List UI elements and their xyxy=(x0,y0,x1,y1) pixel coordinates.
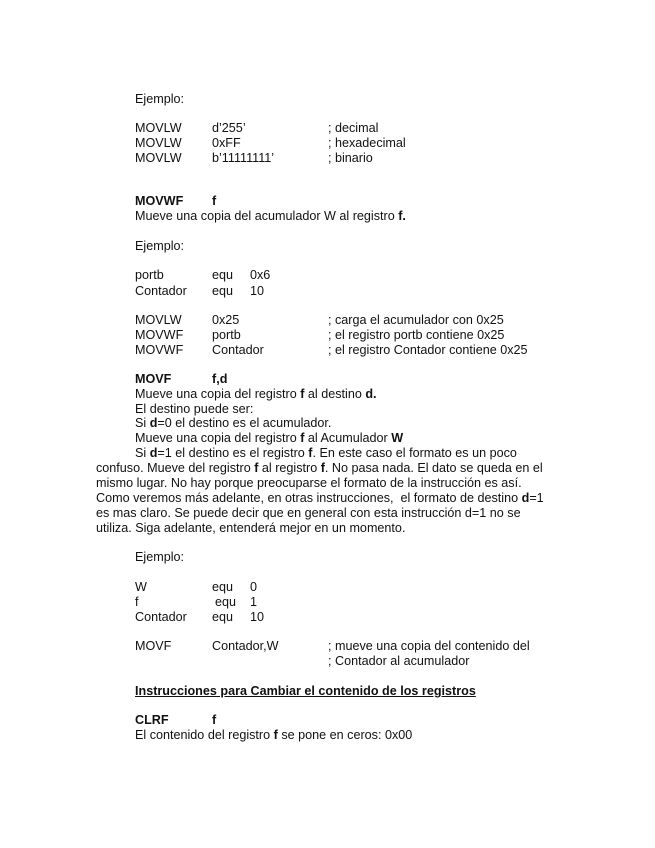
bold-text: d. xyxy=(365,387,377,401)
desc-text: Mueve una copia del acumulador W al registro xyxy=(135,209,399,223)
paragraph-line xyxy=(96,491,544,506)
equ-value: 1 xyxy=(250,595,258,609)
instruction-operand: f xyxy=(212,194,217,208)
equ-value: 0 xyxy=(250,580,258,594)
code-comment: ; decimal xyxy=(328,121,379,135)
equ-name: W xyxy=(135,580,147,594)
text: Como veremos más adelante, en otras instrucciones, el formato de destino xyxy=(96,491,522,505)
paragraph-line xyxy=(135,416,331,431)
text: . No pasa nada. El dato se queda en el xyxy=(324,461,543,475)
text: Si xyxy=(135,446,150,460)
code-comment: ; binario xyxy=(328,151,373,165)
code-arg: Contador xyxy=(212,343,264,357)
instruction-operand: f,d xyxy=(212,372,228,386)
code-comment: ; Contador al acumulador xyxy=(328,654,470,668)
code-comment: ; carga el acumulador con 0x25 xyxy=(328,313,504,327)
paragraph-line: utiliza. Siga adelante, entenderá mejor en un momento. xyxy=(96,521,406,535)
code-comment: ; el registro portb contiene 0x25 xyxy=(328,328,505,342)
equ-name: Contador xyxy=(135,610,187,624)
text: al destino xyxy=(304,387,366,401)
equ-keyword: equ xyxy=(212,268,234,282)
paragraph-line: es mas claro. Se puede decir que en general con esta instrucción d=1 no se xyxy=(96,506,521,520)
code-op: MOVLW xyxy=(135,136,182,150)
bold-text: d xyxy=(149,446,158,460)
code-arg: Contador,W xyxy=(212,639,279,653)
text: al Acumulador xyxy=(304,431,392,445)
instruction-description xyxy=(135,728,412,743)
code-arg: 0x25 xyxy=(212,313,240,327)
equ-keyword: equ xyxy=(215,595,237,609)
code-comment: ; mueve una copia del contenido del xyxy=(328,639,530,653)
code-comment: ; el registro Contador contiene 0x25 xyxy=(328,343,528,357)
text: Mueve una copia del registro xyxy=(135,387,301,401)
bold-text: f xyxy=(254,461,259,475)
paragraph-line xyxy=(96,461,543,476)
equ-value: 10 xyxy=(250,610,265,624)
text: =0 el destino es el acumulador. xyxy=(157,416,332,430)
code-arg: 0xFF xyxy=(212,136,241,150)
section-heading: Instrucciones para Cambiar el contenido de los registros xyxy=(135,684,476,698)
text: al registro xyxy=(258,461,321,475)
bold-text: d xyxy=(149,416,158,430)
equ-name: portb xyxy=(135,268,164,282)
equ-value: 10 xyxy=(250,284,265,298)
code-op: MOVLW xyxy=(135,313,182,327)
example-heading: Ejemplo: xyxy=(135,239,184,253)
equ-keyword: equ xyxy=(212,580,234,594)
bold-text: d xyxy=(521,491,530,505)
paragraph-line xyxy=(135,446,517,461)
code-op: MOVLW xyxy=(135,151,182,165)
paragraph-line: mismo lugar. No hay porque preocuparse el formato de la instrucción es así. xyxy=(96,476,522,490)
code-arg: b’11111111’ xyxy=(212,151,275,165)
bold-text: W xyxy=(391,431,404,445)
paragraph-line: El destino puede ser: xyxy=(135,402,254,416)
text: El contenido del registro xyxy=(135,728,274,742)
bold-text: f xyxy=(320,461,325,475)
code-op: MOVF xyxy=(135,639,172,653)
instruction-description xyxy=(135,209,406,224)
example-heading: Ejemplo: xyxy=(135,550,184,564)
bold-text: f xyxy=(300,387,305,401)
equ-name: f xyxy=(135,595,139,609)
instruction-mnemonic: MOVWF xyxy=(135,194,184,208)
code-arg: d’255’ xyxy=(212,121,246,135)
code-op: MOVLW xyxy=(135,121,182,135)
bold-text: f xyxy=(273,728,278,742)
equ-name: Contador xyxy=(135,284,187,298)
paragraph-line xyxy=(135,387,377,402)
equ-keyword: equ xyxy=(212,284,234,298)
equ-keyword: equ xyxy=(212,610,234,624)
code-op: MOVWF xyxy=(135,343,184,357)
bold-text: f xyxy=(300,431,305,445)
desc-bold: f. xyxy=(398,209,406,223)
bold-text: f xyxy=(308,446,313,460)
paragraph-line xyxy=(135,431,403,446)
example-heading: Ejemplo: xyxy=(135,92,184,106)
instruction-mnemonic: MOVF xyxy=(135,372,172,386)
instruction-mnemonic: CLRF xyxy=(135,713,169,727)
equ-value: 0x6 xyxy=(250,268,271,282)
text: =1 el destino es el registro xyxy=(157,446,309,460)
text: =1 xyxy=(529,491,544,505)
text: confuso. Mueve del registro xyxy=(96,461,255,475)
instruction-operand: f xyxy=(212,713,217,727)
text: Mueve una copia del registro xyxy=(135,431,301,445)
text: . En este caso el formato es un poco xyxy=(312,446,517,460)
text: se pone en ceros: 0x00 xyxy=(277,728,413,742)
code-arg: portb xyxy=(212,328,241,342)
code-comment: ; hexadecimal xyxy=(328,136,406,150)
code-op: MOVWF xyxy=(135,328,184,342)
text: Si xyxy=(135,416,150,430)
